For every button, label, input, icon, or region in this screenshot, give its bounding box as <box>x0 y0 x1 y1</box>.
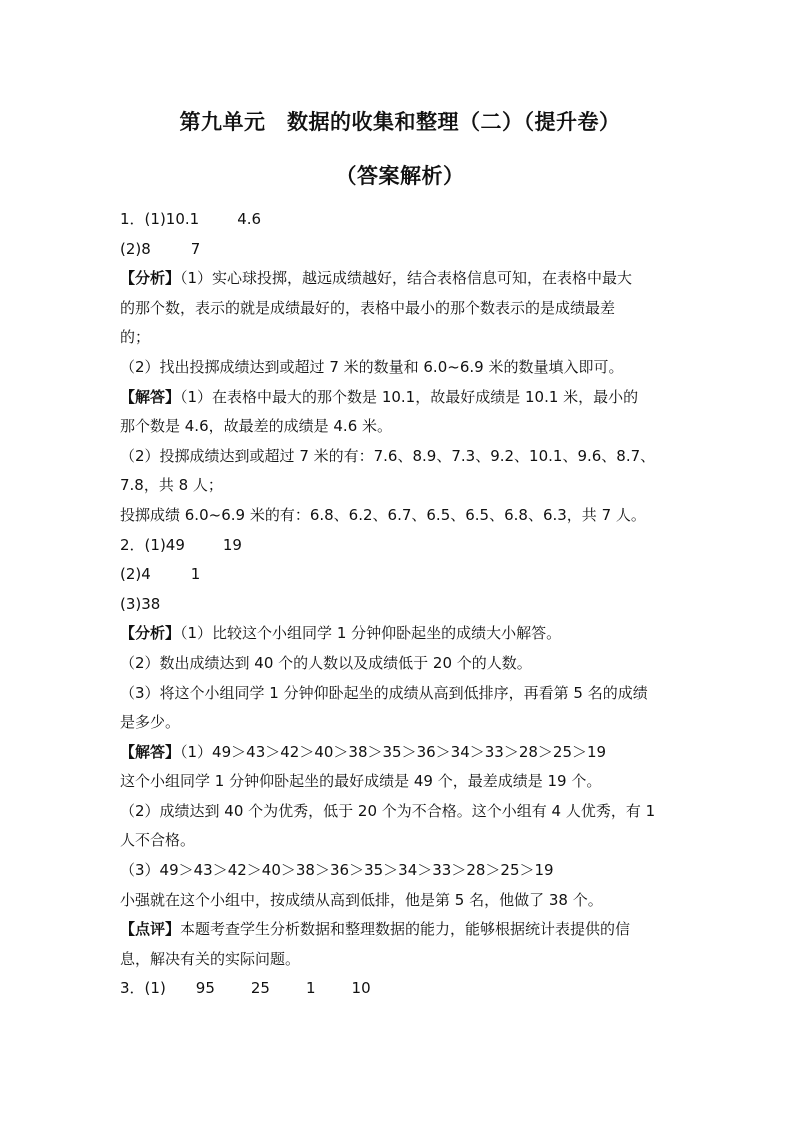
q2-solution-line: 这个小组同学 1 分钟仰卧起坐的最好成绩是 49 个，最差成绩是 19 个。 <box>120 772 602 791</box>
q2-solution-line: （3）49＞43＞42＞40＞38＞36＞35＞34＞33＞28＞25＞19 <box>120 861 554 880</box>
analysis-tag: 【分析】 <box>120 269 181 288</box>
q2-solution-line: 小强就在这个小组中，按成绩从高到低排，他是第 5 名，他做了 38 个。 <box>120 890 603 909</box>
q2-analysis-line: （3）将这个小组同学 1 分钟仰卧起坐的成绩从高到低排序，再看第 5 名的成绩 <box>120 683 648 702</box>
analysis-tag: 【分析】 <box>120 624 181 643</box>
q2-solution-line: 人不合格。 <box>120 831 196 850</box>
q2-solution-line: 【解答】（1）49＞43＞42＞40＞38＞35＞36＞34＞33＞28＞25＞19 <box>120 742 607 761</box>
q2-answer-line-1: 2．(1)49 19 <box>120 535 242 554</box>
q1-answer-line-1: 1．(1)10.1 4.6 <box>120 210 262 228</box>
q2-comment-line: 【点评】本题考查学生分析数据和整理数据的能力，能够根据统计表提供的信 <box>120 920 631 939</box>
q1-solution-line: 7.8，共 8 人； <box>120 476 223 495</box>
q2-comment-line: 息，解决有关的实际问题。 <box>120 949 301 968</box>
q1-solution-line: 投掷成绩 6.0~6.9 米的有：6.8、6.2、6.7、6.5、6.5、6.8、6.3，共 7 人。 <box>120 505 646 524</box>
q1-analysis-line: 的那个数，表示的就是成绩最好的，表格中最小的那个数表示的是成绩最差 <box>120 298 616 317</box>
q2-analysis-line: （2）数出成绩达到 40 个的人数以及成绩低于 20 个的人数。 <box>120 653 532 672</box>
q1-answer-line-2: (2)8 7 <box>120 239 201 258</box>
q2-analysis-line: 是多少。 <box>120 713 181 732</box>
q3-answer-line: 3．(1) 95 25 1 10 <box>120 979 371 998</box>
q1-analysis-line: 【分析】（1）实心球投掷，越远成绩越好，结合表格信息可知，在表格中最大 <box>120 269 633 288</box>
solution-tag: 【解答】 <box>120 742 181 761</box>
q1-analysis-line: （2）找出投掷成绩达到或超过 7 米的数量和 6.0~6.9 米的数量填入即可。 <box>120 357 624 376</box>
solution-tag: 【解答】 <box>120 387 181 406</box>
q1-solution-line: （2）投掷成绩达到或超过 7 米的有：7.6、8.9、7.3、9.2、10.1、9.6、8.7、 <box>120 446 656 465</box>
q1-solution-line: 【解答】（1）在表格中最大的那个数是 10.1，故最好成绩是 10.1 米，最小的 <box>120 387 639 406</box>
q1-solution-line: 那个数是 4.6，故最差的成绩是 4.6 米。 <box>120 417 393 436</box>
answer-content <box>120 205 685 1004</box>
q2-answer-line-2: (2)4 1 <box>120 565 201 584</box>
page-title: 第九单元 数据的收集和整理（二）（提升卷） <box>179 110 621 134</box>
page-subtitle: （答案解析） <box>335 164 465 188</box>
q2-solution-line: （2）成绩达到 40 个为优秀，低于 20 个为不合格。这个小组有 4 人优秀，有 1 <box>120 801 656 820</box>
q2-answer-line-3: (3)38 <box>120 594 161 613</box>
comment-tag: 【点评】 <box>120 920 181 939</box>
q1-analysis-line: 的； <box>120 328 151 347</box>
q2-analysis-line: 【分析】（1）比较这个小组同学 1 分钟仰卧起坐的成绩大小解答。 <box>120 624 562 643</box>
